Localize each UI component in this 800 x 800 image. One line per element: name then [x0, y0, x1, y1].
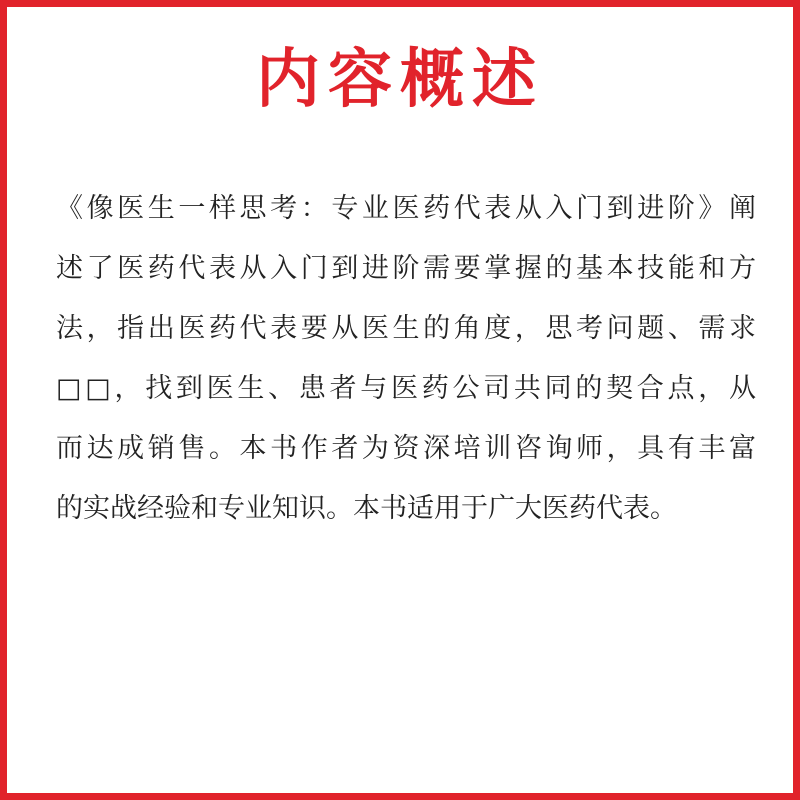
summary-line: 而达成销售。本书作者为资深培训咨询师，具有丰富 — [56, 433, 756, 464]
page-title: 内容概述 — [256, 43, 544, 117]
summary-line: 述了医药代表从入门到进阶需要掌握的基本技能和方 — [56, 253, 756, 284]
summary-line: 法，指出医药代表要从医生的角度，思考问题、需求 — [56, 313, 756, 344]
summary-line: 的实战经验和专业知识。本书适用于广大医药代表。 — [56, 493, 677, 524]
summary-text — [56, 179, 756, 539]
summary-line: □□，找到医生、患者与医药公司共同的契合点，从 — [56, 373, 756, 404]
summary-line: 《像医生一样思考：专业医药代表从入门到进阶》阐 — [56, 193, 756, 224]
